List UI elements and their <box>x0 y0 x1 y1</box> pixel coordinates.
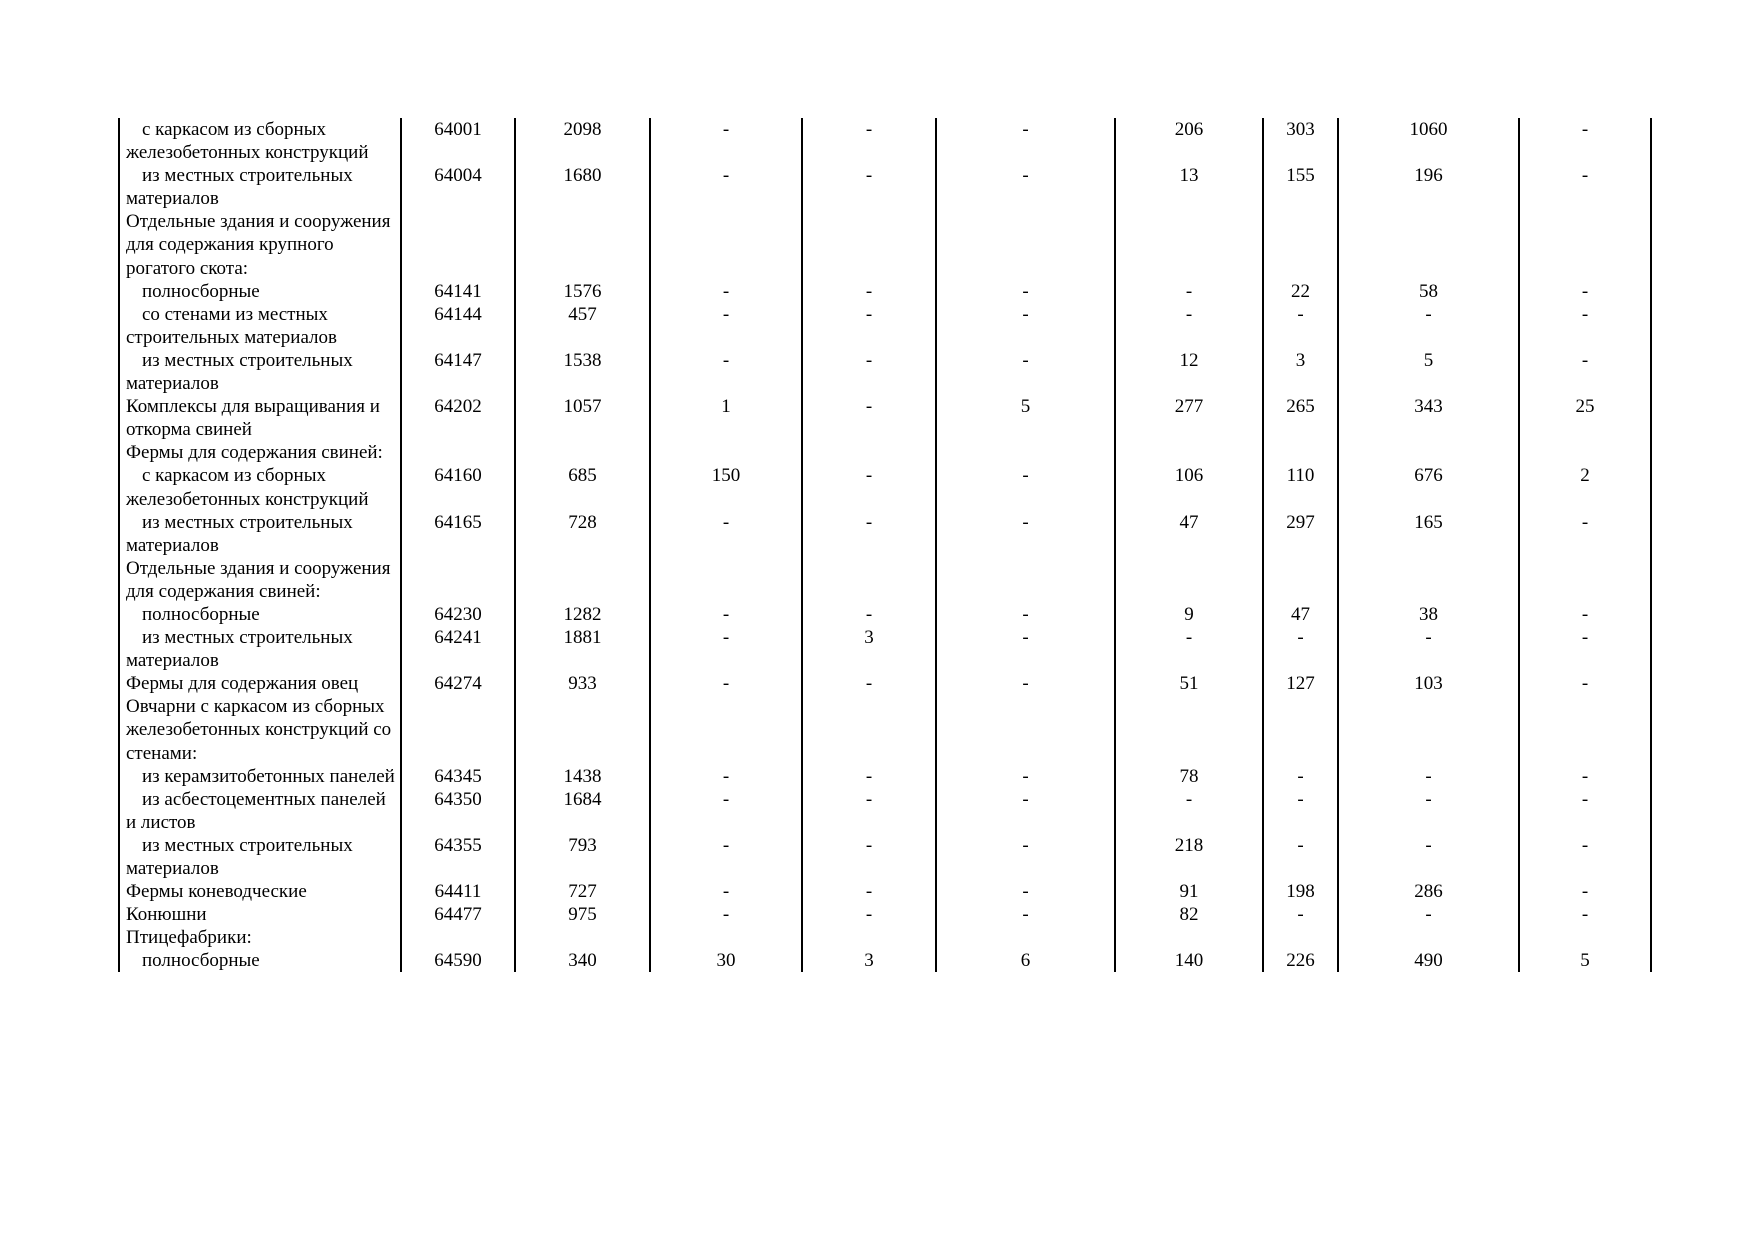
value-cell: 1576 <box>515 280 650 303</box>
value-cell: 1881 <box>515 626 650 672</box>
row-label: из керамзитобетонных панелей <box>142 765 395 787</box>
table-row <box>119 926 1651 949</box>
row-label: из местных строительных материалов <box>126 627 353 672</box>
value-cell: - <box>1519 349 1651 395</box>
value-cell: - <box>650 303 802 349</box>
value-cell: 6 <box>936 949 1115 972</box>
code-cell: 64141 <box>401 280 515 303</box>
table-row <box>119 695 1651 764</box>
value-cell: 82 <box>1115 903 1263 926</box>
value-cell: - <box>1338 788 1519 834</box>
code-cell: 64202 <box>401 395 515 441</box>
value-cell: 150 <box>650 464 802 510</box>
value-cell: 47 <box>1263 603 1338 626</box>
table-row <box>119 788 1651 834</box>
value-cell: - <box>802 118 936 164</box>
code-cell: 64001 <box>401 118 515 164</box>
value-cell: - <box>1263 626 1338 672</box>
row-label-cell <box>119 695 401 764</box>
value-cell: - <box>1519 303 1651 349</box>
value-cell: 2 <box>1519 464 1651 510</box>
value-cell: - <box>650 626 802 672</box>
value-cell: - <box>936 672 1115 695</box>
code-cell: 64355 <box>401 834 515 880</box>
row-label: Фермы коневодческие <box>126 881 307 903</box>
value-cell <box>1519 926 1651 949</box>
value-cell <box>936 695 1115 764</box>
row-label-cell <box>119 210 401 279</box>
value-cell <box>936 557 1115 603</box>
value-cell: 106 <box>1115 464 1263 510</box>
value-cell: - <box>802 765 936 788</box>
row-label: Птицефабрики: <box>126 927 252 949</box>
value-cell: - <box>936 464 1115 510</box>
value-cell <box>1263 441 1338 464</box>
table-row <box>119 280 1651 303</box>
value-cell <box>1263 926 1338 949</box>
table-row <box>119 164 1651 210</box>
value-cell: 975 <box>515 903 650 926</box>
value-cell <box>1263 557 1338 603</box>
value-cell: - <box>1519 880 1651 903</box>
value-cell: - <box>1115 280 1263 303</box>
value-cell: - <box>650 511 802 557</box>
value-cell: - <box>936 303 1115 349</box>
value-cell <box>802 557 936 603</box>
value-cell <box>650 210 802 279</box>
table-row <box>119 603 1651 626</box>
value-cell <box>650 557 802 603</box>
value-cell: 30 <box>650 949 802 972</box>
value-cell: 727 <box>515 880 650 903</box>
row-label: Овчарни с каркасом из сборных железобетонных конструкций со стенами: <box>126 696 392 764</box>
value-cell <box>936 926 1115 949</box>
value-cell: 226 <box>1263 949 1338 972</box>
value-cell <box>1338 210 1519 279</box>
value-cell: - <box>802 880 936 903</box>
value-cell <box>1519 210 1651 279</box>
value-cell: 5 <box>936 395 1115 441</box>
row-label-cell <box>119 834 401 880</box>
value-cell <box>1338 557 1519 603</box>
value-cell <box>1338 441 1519 464</box>
value-cell: - <box>802 511 936 557</box>
code-cell: 64350 <box>401 788 515 834</box>
value-cell: 206 <box>1115 118 1263 164</box>
value-cell: - <box>1338 626 1519 672</box>
value-cell <box>650 441 802 464</box>
value-cell: - <box>1519 511 1651 557</box>
value-cell <box>1115 926 1263 949</box>
value-cell: - <box>650 164 802 210</box>
value-cell <box>802 441 936 464</box>
value-cell <box>802 926 936 949</box>
value-cell: - <box>802 164 936 210</box>
value-cell: - <box>936 765 1115 788</box>
value-cell: 2098 <box>515 118 650 164</box>
value-cell: - <box>650 765 802 788</box>
value-cell: - <box>1338 303 1519 349</box>
table-row <box>119 949 1651 972</box>
row-label-cell <box>119 788 401 834</box>
row-label: с каркасом из сборных железобетонных конструкций <box>126 119 369 164</box>
value-cell <box>802 695 936 764</box>
value-cell: 5 <box>1519 949 1651 972</box>
row-label: со стенами из местных строительных материалов <box>126 303 337 348</box>
row-label-cell <box>119 672 401 695</box>
value-cell: - <box>650 349 802 395</box>
value-cell: 165 <box>1338 511 1519 557</box>
value-cell <box>1115 210 1263 279</box>
value-cell: - <box>1338 903 1519 926</box>
value-cell: 218 <box>1115 834 1263 880</box>
value-cell: - <box>802 603 936 626</box>
value-cell: 140 <box>1115 949 1263 972</box>
value-cell <box>515 695 650 764</box>
row-label: Отдельные здания и сооружения для содержания свиней: <box>126 557 391 602</box>
table-row <box>119 118 1651 164</box>
row-label: полносборные <box>142 950 260 972</box>
code-cell: 64144 <box>401 303 515 349</box>
table-row <box>119 903 1651 926</box>
row-label: Фермы для содержания овец <box>126 673 359 695</box>
row-label-cell <box>119 880 401 903</box>
table-row <box>119 880 1651 903</box>
code-cell <box>401 441 515 464</box>
row-label-cell <box>119 395 401 441</box>
value-cell: - <box>936 118 1115 164</box>
code-cell: 64590 <box>401 949 515 972</box>
value-cell <box>515 926 650 949</box>
value-cell: - <box>650 672 802 695</box>
row-label-cell <box>119 765 401 788</box>
value-cell: 127 <box>1263 672 1338 695</box>
value-cell <box>1115 557 1263 603</box>
row-label: из местных строительных материалов <box>126 165 353 210</box>
value-cell: - <box>936 903 1115 926</box>
row-label-cell <box>119 464 401 510</box>
row-label-cell <box>119 557 401 603</box>
value-cell: - <box>650 788 802 834</box>
code-cell: 64165 <box>401 511 515 557</box>
value-cell: 286 <box>1338 880 1519 903</box>
value-cell: - <box>936 280 1115 303</box>
value-cell: - <box>1519 626 1651 672</box>
row-label-cell <box>119 949 401 972</box>
code-cell: 64230 <box>401 603 515 626</box>
row-label-cell <box>119 926 401 949</box>
value-cell: 1 <box>650 395 802 441</box>
value-cell: - <box>802 788 936 834</box>
value-cell: 103 <box>1338 672 1519 695</box>
table-row <box>119 441 1651 464</box>
value-cell <box>1519 441 1651 464</box>
value-cell: - <box>1519 903 1651 926</box>
value-cell: - <box>1519 118 1651 164</box>
value-cell: 685 <box>515 464 650 510</box>
value-cell: - <box>936 511 1115 557</box>
value-cell: 91 <box>1115 880 1263 903</box>
value-cell: 793 <box>515 834 650 880</box>
value-cell <box>936 210 1115 279</box>
code-cell: 64477 <box>401 903 515 926</box>
table-row <box>119 511 1651 557</box>
value-cell: - <box>650 880 802 903</box>
value-cell: 155 <box>1263 164 1338 210</box>
value-cell: - <box>1263 903 1338 926</box>
value-cell: - <box>1115 788 1263 834</box>
code-cell <box>401 695 515 764</box>
value-cell: - <box>936 349 1115 395</box>
code-cell: 64160 <box>401 464 515 510</box>
value-cell: 9 <box>1115 603 1263 626</box>
table-body <box>119 118 1651 972</box>
value-cell: 58 <box>1338 280 1519 303</box>
value-cell <box>515 441 650 464</box>
value-cell: - <box>936 834 1115 880</box>
value-cell: 3 <box>1263 349 1338 395</box>
code-cell: 64345 <box>401 765 515 788</box>
value-cell: 265 <box>1263 395 1338 441</box>
row-label-cell <box>119 303 401 349</box>
row-label: из асбестоцементных панелей и листов <box>126 788 386 833</box>
table-row <box>119 210 1651 279</box>
row-label-cell <box>119 164 401 210</box>
row-label-cell <box>119 118 401 164</box>
value-cell: - <box>1263 834 1338 880</box>
value-cell: 1060 <box>1338 118 1519 164</box>
value-cell: 38 <box>1338 603 1519 626</box>
code-cell: 64147 <box>401 349 515 395</box>
value-cell: - <box>936 788 1115 834</box>
table-row <box>119 395 1651 441</box>
value-cell: 343 <box>1338 395 1519 441</box>
table-row <box>119 834 1651 880</box>
value-cell: - <box>1338 834 1519 880</box>
value-cell: 25 <box>1519 395 1651 441</box>
table-row <box>119 303 1651 349</box>
value-cell: - <box>1519 164 1651 210</box>
value-cell: - <box>1263 788 1338 834</box>
row-label-cell <box>119 903 401 926</box>
value-cell: 1680 <box>515 164 650 210</box>
value-cell <box>1263 210 1338 279</box>
value-cell: - <box>1263 765 1338 788</box>
value-cell: - <box>802 280 936 303</box>
value-cell: 728 <box>515 511 650 557</box>
value-cell: - <box>650 903 802 926</box>
value-cell: 13 <box>1115 164 1263 210</box>
value-cell: 1057 <box>515 395 650 441</box>
row-label-cell <box>119 626 401 672</box>
row-label-cell <box>119 280 401 303</box>
row-label-cell <box>119 603 401 626</box>
value-cell <box>1115 695 1263 764</box>
value-cell: - <box>802 303 936 349</box>
row-label: Отдельные здания и сооружения для содержания крупного рогатого скота: <box>126 211 391 279</box>
value-cell: 47 <box>1115 511 1263 557</box>
value-cell: 110 <box>1263 464 1338 510</box>
value-cell: 457 <box>515 303 650 349</box>
value-cell: - <box>1519 834 1651 880</box>
table-row <box>119 626 1651 672</box>
value-cell: - <box>1263 303 1338 349</box>
value-cell: 340 <box>515 949 650 972</box>
value-cell: - <box>1519 280 1651 303</box>
value-cell <box>802 210 936 279</box>
value-cell: 303 <box>1263 118 1338 164</box>
table-row <box>119 557 1651 603</box>
value-cell: - <box>802 903 936 926</box>
value-cell: - <box>802 395 936 441</box>
row-label: Фермы для содержания свиней: <box>126 442 383 464</box>
value-cell: - <box>802 672 936 695</box>
value-cell <box>1263 695 1338 764</box>
table-row <box>119 765 1651 788</box>
table-row <box>119 349 1651 395</box>
value-cell: - <box>1519 603 1651 626</box>
code-cell <box>401 557 515 603</box>
value-cell: 676 <box>1338 464 1519 510</box>
value-cell: 22 <box>1263 280 1338 303</box>
value-cell: - <box>650 118 802 164</box>
value-cell: 490 <box>1338 949 1519 972</box>
row-label: из местных строительных материалов <box>126 349 353 395</box>
code-cell <box>401 210 515 279</box>
value-cell: 933 <box>515 672 650 695</box>
row-label: из местных строительных материалов <box>126 511 353 556</box>
row-label: из местных строительных материалов <box>126 834 353 879</box>
value-cell: 1538 <box>515 349 650 395</box>
value-cell: 1282 <box>515 603 650 626</box>
value-cell: - <box>1519 672 1651 695</box>
value-cell: 1684 <box>515 788 650 834</box>
value-cell <box>650 926 802 949</box>
value-cell <box>1519 557 1651 603</box>
row-label: полносборные <box>142 280 260 302</box>
value-cell: 5 <box>1338 349 1519 395</box>
row-label-cell <box>119 441 401 464</box>
value-cell: - <box>650 280 802 303</box>
data-table <box>118 118 1652 972</box>
value-cell: - <box>936 626 1115 672</box>
row-label-cell <box>119 349 401 395</box>
table-row <box>119 464 1651 510</box>
value-cell: 297 <box>1263 511 1338 557</box>
row-label: с каркасом из сборных железобетонных конструкций <box>126 465 369 510</box>
value-cell: 198 <box>1263 880 1338 903</box>
value-cell <box>515 210 650 279</box>
value-cell <box>1338 695 1519 764</box>
value-cell <box>1115 441 1263 464</box>
row-label-cell <box>119 511 401 557</box>
code-cell: 64004 <box>401 164 515 210</box>
code-cell <box>401 926 515 949</box>
value-cell: 51 <box>1115 672 1263 695</box>
value-cell <box>650 695 802 764</box>
row-label: Комплексы для выращивания и откорма свиней <box>126 396 380 441</box>
value-cell: 3 <box>802 626 936 672</box>
value-cell: - <box>650 603 802 626</box>
row-label: полносборные <box>142 603 260 625</box>
value-cell: - <box>1338 765 1519 788</box>
value-cell: 1438 <box>515 765 650 788</box>
value-cell: - <box>936 603 1115 626</box>
value-cell: - <box>936 164 1115 210</box>
value-cell: - <box>802 464 936 510</box>
value-cell <box>515 557 650 603</box>
value-cell: 3 <box>802 949 936 972</box>
value-cell: - <box>802 834 936 880</box>
value-cell: 78 <box>1115 765 1263 788</box>
value-cell: - <box>1519 788 1651 834</box>
row-label: Конюшни <box>126 904 207 926</box>
value-cell: 12 <box>1115 349 1263 395</box>
table-row <box>119 672 1651 695</box>
value-cell: - <box>650 834 802 880</box>
value-cell: - <box>936 880 1115 903</box>
value-cell: 196 <box>1338 164 1519 210</box>
code-cell: 64411 <box>401 880 515 903</box>
value-cell <box>1519 695 1651 764</box>
value-cell: - <box>1519 765 1651 788</box>
value-cell: - <box>1115 626 1263 672</box>
code-cell: 64241 <box>401 626 515 672</box>
value-cell <box>1338 926 1519 949</box>
value-cell: - <box>802 349 936 395</box>
value-cell: 277 <box>1115 395 1263 441</box>
code-cell: 64274 <box>401 672 515 695</box>
value-cell: - <box>1115 303 1263 349</box>
value-cell <box>936 441 1115 464</box>
